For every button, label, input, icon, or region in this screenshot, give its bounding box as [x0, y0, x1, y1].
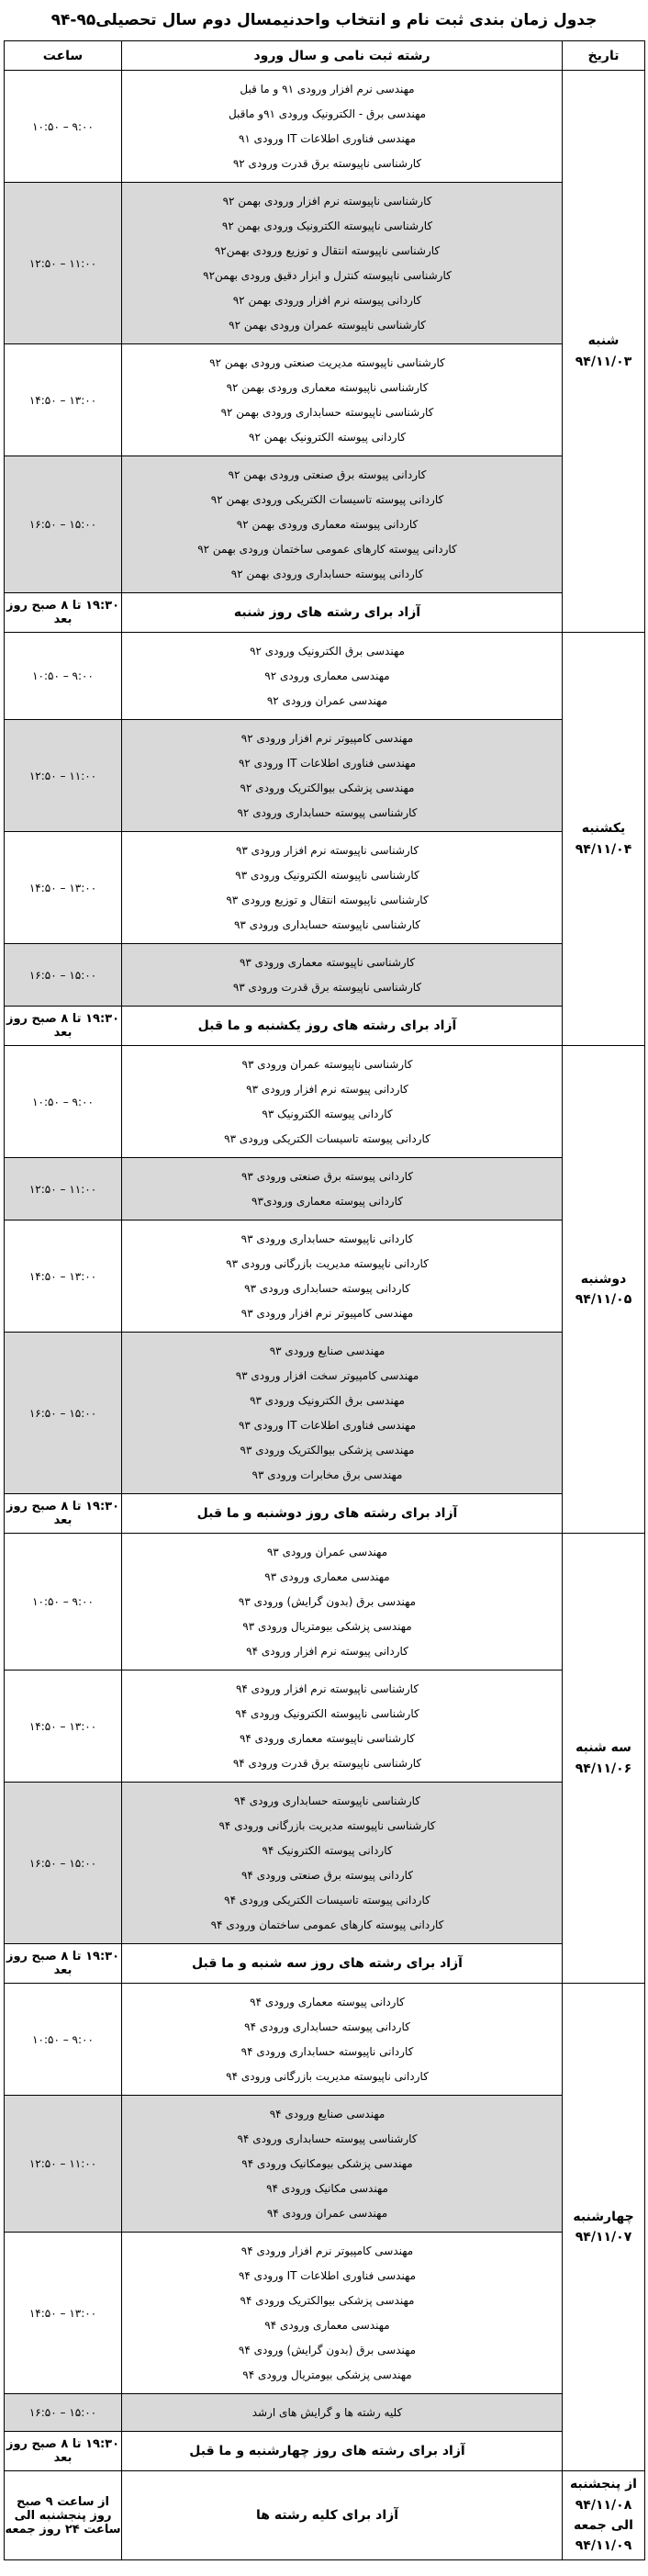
program-item: مهندسی فناوری اطلاعات IT ورودی ۹۴	[238, 2268, 417, 2282]
free-row	[5, 1494, 645, 1534]
final-date: از پنجشنبه ۹۴/۱۱/۰۸ الی جمعه ۹۴/۱۱/۰۹	[563, 2471, 645, 2560]
day-name: چهارشنبه	[573, 2209, 634, 2224]
day-cell	[563, 1534, 645, 1984]
table-row	[5, 183, 645, 344]
program-item: کارشناسی ناپیوسته الکترونیک ورودی ۹۴	[235, 1706, 419, 1720]
header-program: رشته ثبت نامی و سال ورود	[122, 41, 563, 71]
free-text: آزاد برای رشته های روز چهارشنبه و ما قبل	[122, 2432, 563, 2471]
program-item: مهندسی برق - الکترونیک ورودی ۹۱و ماقبل	[228, 107, 427, 120]
programs-cell	[122, 344, 563, 456]
programs-cell	[122, 1783, 563, 1944]
program-item: مهندسی نرم افزار ورودی ۹۱ و ما قبل	[240, 82, 415, 96]
program-item: کارشناسی ناپیوسته عمران ورودی ۹۳	[241, 1057, 413, 1071]
program-item: کاردانی ناپیوسته حسابداری ورودی ۹۳	[240, 1232, 414, 1245]
program-item: کارشناسی ناپیوسته حسابداری ورودی ۹۴	[233, 1794, 421, 1807]
program-item: کاردانی پیوسته حسابداری ورودی ۹۴	[244, 2019, 410, 2033]
program-item: کاردانی ناپیوسته مدیریت بازرگانی ورودی ۹۴	[226, 2069, 429, 2083]
time-cell: ۱۶:۵۰ – ۱۵:۰۰	[5, 1333, 122, 1494]
table-row	[5, 456, 645, 593]
free-text: آزاد برای رشته های روز دوشنبه و ما قبل	[122, 1494, 563, 1534]
programs-cell	[122, 1670, 563, 1783]
free-text: آزاد برای رشته های روز یکشنبه و ما قبل	[122, 1007, 563, 1046]
program-item: کاردانی پیوسته معماری ورودی۹۳	[251, 1194, 403, 1208]
time-cell: ۱۶:۵۰ – ۱۵:۰۰	[5, 1783, 122, 1944]
table-row	[5, 1221, 645, 1333]
program-item: کارشناسی ناپیوسته انتقال و توزیع ورودی ۹۳	[226, 893, 429, 906]
schedule-table	[4, 40, 645, 2560]
free-time: ۱۹:۳۰ تا ۸ صبح روز بعد	[5, 2432, 122, 2471]
day-name: دوشنبه	[580, 1271, 627, 1287]
table-row	[5, 71, 645, 183]
program-item: مهندسی برق مخابرات ورودی ۹۳	[251, 1468, 403, 1481]
program-item: کاردانی پیوسته کارهای عمومی ساختمان ورودی بهمن ۹۲	[197, 542, 457, 556]
program-item: مهندسی برق (بدون گرایش) ورودی ۹۳	[238, 1594, 417, 1608]
program-item: مهندسی پزشکی بیوالکتریک ورودی ۹۴	[240, 2293, 415, 2307]
programs-cell	[122, 2096, 563, 2233]
table-row	[5, 2394, 645, 2432]
table-row	[5, 2096, 645, 2233]
final-text: آزاد برای کلیه رشته ها	[122, 2471, 563, 2560]
free-row	[5, 1944, 645, 1984]
program-item: مهندسی معماری ورودی ۹۲	[264, 669, 390, 682]
program-item: مهندسی پزشکی بیوالکتریک ورودی ۹۲	[240, 781, 415, 794]
program-item: کارشناسی ناپیوسته حسابداری ورودی بهمن ۹۲	[220, 405, 434, 419]
table-row	[5, 2233, 645, 2394]
table-row	[5, 1333, 645, 1494]
final-row	[5, 2471, 645, 2560]
free-text: آزاد برای رشته های روز شنبه	[122, 593, 563, 633]
day-date: ۹۴/۱۱/۰۵	[575, 1292, 632, 1307]
time-cell: ۱۶:۵۰ – ۱۵:۰۰	[5, 456, 122, 593]
programs-cell	[122, 1221, 563, 1333]
program-item: کاردانی پیوسته معماری ورودی بهمن ۹۲	[236, 517, 419, 531]
program-item: کارشناسی ناپیوسته عمران ورودی بهمن ۹۲	[229, 318, 426, 332]
program-item: کاردانی پیوسته تاسیسات الکتریکی ورودی ۹۳	[224, 1131, 430, 1145]
program-item: مهندسی کامپیوتر نرم افزار ورودی ۹۳	[240, 1306, 414, 1320]
program-item: مهندسی فناوری اطلاعات IT ورودی ۹۲	[238, 756, 417, 770]
programs-cell	[122, 2233, 563, 2394]
day-cell	[563, 71, 645, 633]
day-date: ۹۴/۱۱/۰۳	[575, 354, 632, 369]
program-item: کارشناسی ناپیوسته معماری ورودی ۹۴	[239, 1731, 416, 1745]
day-date: ۹۴/۱۱/۰۴	[575, 841, 632, 857]
day-cell	[563, 1046, 645, 1534]
header-time: ساعت	[5, 41, 122, 71]
program-item: کاردانی پیوسته نرم افزار ورودی ۹۴	[246, 1644, 408, 1658]
program-item: مهندسی کامپیوتر سخت افزار ورودی ۹۳	[235, 1368, 419, 1382]
day-cell	[563, 1984, 645, 2471]
program-item: کارشناسی ناپیوسته کنترل و ابزار دقیق ورودی بهمن۹۲	[203, 268, 452, 282]
programs-cell	[122, 183, 563, 344]
programs-cell	[122, 720, 563, 832]
program-item: مهندسی کامپیوتر نرم افزار ورودی ۹۴	[240, 2244, 414, 2257]
program-item: مهندسی پزشکی بیومتریال ورودی ۹۳	[242, 1619, 412, 1633]
free-text: آزاد برای رشته های روز سه شنبه و ما قبل	[122, 1944, 563, 1984]
program-item: مهندسی معماری ورودی ۹۴	[264, 2318, 390, 2332]
time-cell: ۱۴:۵۰ – ۱۳:۰۰	[5, 832, 122, 944]
free-row	[5, 1007, 645, 1046]
time-cell: ۱۰:۵۰ – ۹:۰۰	[5, 71, 122, 183]
program-item: مهندسی پزشکی بیومتریال ورودی ۹۴	[242, 2368, 412, 2381]
program-item: کاردانی ناپیوسته مدیریت بازرگانی ورودی ۹۳	[226, 1256, 429, 1270]
program-item: کارشناسی ناپیوسته برق قدرت ورودی ۹۲	[232, 156, 422, 170]
time-cell: ۱۴:۵۰ – ۱۳:۰۰	[5, 2233, 122, 2394]
program-item: کاردانی پیوسته حسابداری ورودی بهمن ۹۲	[230, 567, 424, 580]
program-item: کاردانی پیوسته برق صنعتی ورودی ۹۳	[240, 1169, 414, 1183]
page-title: جدول زمان بندی ثبت نام و انتخاب واحدنیمسال دوم سال تحصیلی۹۵-۹۴	[50, 11, 598, 29]
day-cell	[563, 633, 645, 1046]
time-cell: ۱۴:۵۰ – ۱۳:۰۰	[5, 344, 122, 456]
free-time: ۱۹:۳۰ تا ۸ صبح روز بعد	[5, 1007, 122, 1046]
program-item: مهندسی برق الکترونیک ورودی ۹۲	[250, 644, 405, 658]
header-date: تاریخ	[563, 41, 645, 71]
program-item: کارشناسی ناپیوسته الکترونیک ورودی ۹۳	[235, 868, 419, 882]
table-row	[5, 1158, 645, 1221]
programs-cell	[122, 1984, 563, 2096]
table-row	[5, 832, 645, 944]
table-row	[5, 1046, 645, 1158]
programs-cell	[122, 944, 563, 1007]
program-item: مهندسی برق الکترونیک ورودی ۹۳	[250, 1393, 405, 1407]
program-item: مهندسی فناوری اطلاعات IT ورودی ۹۱	[238, 131, 417, 145]
program-item: کلیه رشته ها و گرایش های ارشد	[251, 2405, 403, 2419]
program-item: مهندسی عمران ورودی ۹۳	[266, 1545, 388, 1558]
programs-cell	[122, 1534, 563, 1670]
program-item: مهندسی عمران ورودی ۹۴	[266, 2206, 388, 2220]
programs-cell	[122, 1333, 563, 1494]
time-cell: ۱۴:۵۰ – ۱۳:۰۰	[5, 1670, 122, 1783]
program-item: مهندسی کامپیوتر نرم افزار ورودی ۹۲	[240, 731, 414, 745]
program-item: مهندسی صنایع ورودی ۹۴	[269, 2107, 385, 2120]
day-date: ۹۴/۱۱/۰۶	[575, 1760, 632, 1776]
program-item: کارشناسی ناپیوسته معماری ورودی بهمن ۹۲	[226, 380, 429, 394]
table-header-row	[5, 41, 645, 71]
programs-cell	[122, 1158, 563, 1221]
program-item: کارشناسی ناپیوسته نرم افزار ورودی ۹۴	[235, 1682, 419, 1695]
program-item: مهندسی مکانیک ورودی ۹۴	[266, 2181, 388, 2195]
time-cell: ۱۰:۵۰ – ۹:۰۰	[5, 1046, 122, 1158]
time-cell: ۱۶:۵۰ – ۱۵:۰۰	[5, 944, 122, 1007]
programs-cell	[122, 2394, 563, 2432]
free-row	[5, 2432, 645, 2471]
free-time: ۱۹:۳۰ تا ۸ صبح روز بعد	[5, 1494, 122, 1534]
program-item: مهندسی پزشکی بیوالکتریک ورودی ۹۳	[240, 1443, 415, 1457]
table-row	[5, 1670, 645, 1783]
table-row	[5, 1783, 645, 1944]
program-item: کارشناسی ناپیوسته مدیریت صنعتی ورودی بهمن ۹۲	[209, 355, 445, 369]
free-time: ۱۹:۳۰ تا ۸ صبح روز بعد	[5, 1944, 122, 1984]
program-item: کاردانی پیوسته معماری ورودی ۹۴	[250, 1995, 405, 2008]
schedule-body	[5, 71, 645, 2560]
program-item: کاردانی ناپیوسته حسابداری ورودی ۹۴	[240, 2044, 414, 2058]
program-item: کاردانی پیوسته تاسیسات الکتریکی ورودی بهمن ۹۲	[210, 492, 444, 506]
program-item: کارشناسی پیوسته حسابداری ورودی ۹۲	[237, 805, 418, 819]
programs-cell	[122, 456, 563, 593]
program-item: کاردانی پیوسته الکترونیک ۹۴	[262, 1843, 393, 1857]
programs-cell	[122, 1046, 563, 1158]
program-item: کاردانی پیوسته نرم افزار ورودی بهمن ۹۲	[232, 293, 422, 307]
program-item: کارشناسی ناپیوسته نرم افزار ورودی ۹۳	[235, 843, 419, 857]
time-cell: ۱۰:۵۰ – ۹:۰۰	[5, 1534, 122, 1670]
program-item: مهندسی پزشکی بیومکانیک ورودی ۹۴	[241, 2156, 413, 2170]
program-item: کارشناسی ناپیوسته الکترونیک ورودی بهمن ۹۲	[221, 219, 433, 232]
program-item: کارشناسی ناپیوسته انتقال و توزیع ورودی بهمن۹۲	[214, 243, 441, 257]
program-item: کارشناسی پیوسته حسابداری ورودی ۹۴	[237, 2132, 418, 2145]
day-date: ۹۴/۱۱/۰۷	[575, 2230, 632, 2244]
program-item: کاردانی پیوسته الکترونیک ۹۳	[262, 1107, 393, 1120]
day-name: سه شنبه	[575, 1740, 631, 1756]
program-item: کاردانی پیوسته برق صنعتی ورودی ۹۴	[240, 1868, 414, 1882]
table-row	[5, 633, 645, 720]
program-item: کاردانی پیوسته الکترونیک بهمن ۹۲	[249, 430, 406, 444]
program-item: کاردانی پیوسته نرم افزار ورودی ۹۳	[246, 1082, 408, 1096]
program-item: کارشناسی ناپیوسته حسابداری ورودی ۹۳	[233, 917, 421, 931]
time-cell: ۱۲:۵۰ – ۱۱:۰۰	[5, 2096, 122, 2233]
program-item: کارشناسی ناپیوسته نرم افزار ورودی بهمن ۹۲	[222, 194, 432, 208]
day-name: شنبه	[587, 333, 620, 349]
time-cell: ۱۴:۵۰ – ۱۳:۰۰	[5, 1221, 122, 1333]
program-item: مهندسی عمران ورودی ۹۲	[266, 693, 388, 707]
program-item: کارشناسی ناپیوسته مدیریت بازرگانی ورودی ۹۴	[218, 1818, 436, 1832]
program-item: مهندسی برق (بدون گرایش) ورودی ۹۴	[238, 2343, 417, 2357]
day-name: یکشنبه	[581, 821, 626, 837]
table-row	[5, 944, 645, 1007]
programs-cell	[122, 71, 563, 183]
table-row	[5, 1984, 645, 2096]
free-time: ۱۹:۳۰ تا ۸ صبح روز بعد	[5, 593, 122, 633]
time-cell: ۱۶:۵۰ – ۱۵:۰۰	[5, 2394, 122, 2432]
table-row	[5, 720, 645, 832]
programs-cell	[122, 832, 563, 944]
program-item: مهندسی معماری ورودی ۹۳	[264, 1569, 390, 1583]
program-item: کارشناسی ناپیوسته برق قدرت ورودی ۹۴	[232, 1756, 422, 1770]
table-row	[5, 344, 645, 456]
program-item: کارشناسی ناپیوسته برق قدرت ورودی ۹۳	[232, 980, 422, 994]
program-item: مهندسی فناوری اطلاعات IT ورودی ۹۳	[238, 1418, 417, 1432]
program-item: کاردانی پیوسته برق صنعتی ورودی بهمن ۹۲	[228, 467, 427, 481]
time-cell: ۱۲:۵۰ – ۱۱:۰۰	[5, 720, 122, 832]
program-item: کاردانی پیوسته کارهای عمومی ساختمان ورودی ۹۴	[210, 1918, 444, 1931]
time-cell: ۱۲:۵۰ – ۱۱:۰۰	[5, 1158, 122, 1221]
program-item: کاردانی پیوسته حسابداری ورودی ۹۳	[244, 1281, 410, 1295]
time-cell: ۱۲:۵۰ – ۱۱:۰۰	[5, 183, 122, 344]
table-row	[5, 1534, 645, 1670]
time-cell: ۱۰:۵۰ – ۹:۰۰	[5, 1984, 122, 2096]
program-item: کارشناسی ناپیوسته معماری ورودی ۹۳	[239, 955, 416, 969]
free-row	[5, 593, 645, 633]
final-time: از ساعت ۹ صبح روز پنجشنبه الی ساعت ۲۴ روز جمعه	[5, 2471, 122, 2560]
program-item: کاردانی پیوسته تاسیسات الکتریکی ورودی ۹۴	[224, 1893, 430, 1907]
programs-cell	[122, 633, 563, 720]
program-item: مهندسی صنایع ورودی ۹۳	[269, 1344, 385, 1357]
time-cell: ۱۰:۵۰ – ۹:۰۰	[5, 633, 122, 720]
